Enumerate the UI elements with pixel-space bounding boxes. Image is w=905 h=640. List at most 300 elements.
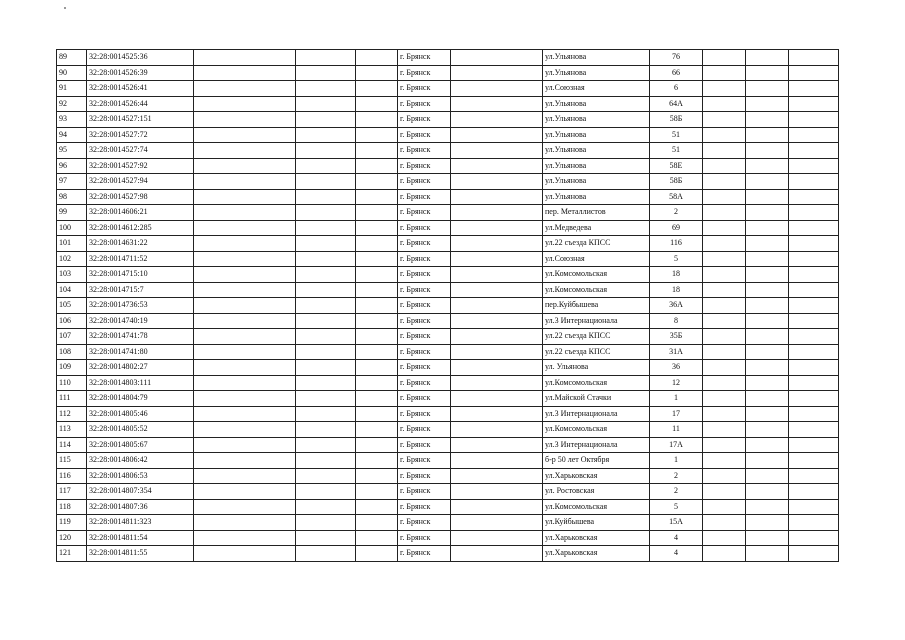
city-cell: г. Брянск <box>398 65 451 81</box>
table-row <box>57 484 839 500</box>
cadastral-number: 32:28:0014527:74 <box>87 143 194 159</box>
empty-cell <box>746 530 789 546</box>
row-number: 116 <box>57 468 87 484</box>
empty-cell <box>451 499 543 515</box>
empty-cell <box>296 205 356 221</box>
empty-cell <box>356 313 398 329</box>
city-cell: г. Брянск <box>398 50 451 66</box>
table-row <box>57 437 839 453</box>
table-row <box>57 499 839 515</box>
empty-cell <box>356 422 398 438</box>
empty-cell <box>789 313 839 329</box>
empty-cell <box>194 453 296 469</box>
empty-cell <box>356 251 398 267</box>
street-cell: ул.Ульянова <box>543 189 650 205</box>
table-row <box>57 205 839 221</box>
empty-cell <box>789 344 839 360</box>
empty-cell <box>296 313 356 329</box>
empty-cell <box>451 437 543 453</box>
empty-cell <box>451 174 543 190</box>
empty-cell <box>703 298 746 314</box>
house-number: 64А <box>650 96 703 112</box>
street-cell: ул.Комсомольская <box>543 499 650 515</box>
table-row <box>57 329 839 345</box>
empty-cell <box>789 189 839 205</box>
empty-cell <box>789 236 839 252</box>
table-row <box>57 282 839 298</box>
street-cell: ул.Ульянова <box>543 112 650 128</box>
empty-cell <box>703 453 746 469</box>
table-body <box>57 50 839 562</box>
empty-cell <box>451 313 543 329</box>
empty-cell <box>356 375 398 391</box>
row-number: 107 <box>57 329 87 345</box>
cadastral-number: 32:28:0014803:111 <box>87 375 194 391</box>
empty-cell <box>451 515 543 531</box>
row-number: 100 <box>57 220 87 236</box>
city-cell: г. Брянск <box>398 189 451 205</box>
empty-cell <box>194 406 296 422</box>
empty-cell <box>296 50 356 66</box>
empty-cell <box>296 437 356 453</box>
empty-cell <box>356 112 398 128</box>
street-cell: ул.22 съезда КПСС <box>543 236 650 252</box>
house-number: 11 <box>650 422 703 438</box>
empty-cell <box>356 453 398 469</box>
cadastral-number: 32:28:0014527:94 <box>87 174 194 190</box>
house-number: 35Б <box>650 329 703 345</box>
empty-cell <box>451 50 543 66</box>
empty-cell <box>789 65 839 81</box>
cadastral-number: 32:28:0014631:22 <box>87 236 194 252</box>
empty-cell <box>356 282 398 298</box>
empty-cell <box>194 298 296 314</box>
empty-cell <box>746 251 789 267</box>
empty-cell <box>194 174 296 190</box>
empty-cell <box>356 220 398 236</box>
empty-cell <box>194 375 296 391</box>
city-cell: г. Брянск <box>398 127 451 143</box>
empty-cell <box>296 375 356 391</box>
house-number: 58Б <box>650 112 703 128</box>
street-cell: ул.Ульянова <box>543 143 650 159</box>
empty-cell <box>703 515 746 531</box>
empty-cell <box>451 127 543 143</box>
empty-cell <box>356 50 398 66</box>
street-cell: ул.Харьковская <box>543 468 650 484</box>
table-row <box>57 406 839 422</box>
empty-cell <box>789 530 839 546</box>
empty-cell <box>746 344 789 360</box>
empty-cell <box>746 468 789 484</box>
city-cell: г. Брянск <box>398 112 451 128</box>
row-number: 109 <box>57 360 87 376</box>
empty-cell <box>451 406 543 422</box>
empty-cell <box>451 468 543 484</box>
row-number: 118 <box>57 499 87 515</box>
empty-cell <box>746 205 789 221</box>
empty-cell <box>451 422 543 438</box>
city-cell: г. Брянск <box>398 515 451 531</box>
cadastral-number: 32:28:0014806:42 <box>87 453 194 469</box>
cadastral-number: 32:28:0014711:52 <box>87 251 194 267</box>
empty-cell <box>296 499 356 515</box>
house-number: 4 <box>650 530 703 546</box>
table-row <box>57 391 839 407</box>
empty-cell <box>789 282 839 298</box>
empty-cell <box>296 127 356 143</box>
empty-cell <box>703 484 746 500</box>
empty-cell <box>746 112 789 128</box>
empty-cell <box>296 65 356 81</box>
cadastral-number: 32:28:0014806:53 <box>87 468 194 484</box>
empty-cell <box>194 158 296 174</box>
cadastral-number: 32:28:0014741:80 <box>87 344 194 360</box>
empty-cell <box>451 391 543 407</box>
street-cell: ул.Комсомольская <box>543 422 650 438</box>
row-number: 104 <box>57 282 87 298</box>
row-number: 112 <box>57 406 87 422</box>
empty-cell <box>296 220 356 236</box>
street-cell: ул.Ульянова <box>543 50 650 66</box>
empty-cell <box>296 96 356 112</box>
property-table <box>56 49 839 562</box>
empty-cell <box>356 546 398 562</box>
cadastral-number: 32:28:0014606:21 <box>87 205 194 221</box>
empty-cell <box>789 81 839 97</box>
empty-cell <box>746 189 789 205</box>
empty-cell <box>296 143 356 159</box>
empty-cell <box>356 329 398 345</box>
row-number: 95 <box>57 143 87 159</box>
empty-cell <box>451 205 543 221</box>
house-number: 58Б <box>650 174 703 190</box>
city-cell: г. Брянск <box>398 530 451 546</box>
city-cell: г. Брянск <box>398 220 451 236</box>
house-number: 18 <box>650 267 703 283</box>
empty-cell <box>194 81 296 97</box>
row-number: 101 <box>57 236 87 252</box>
house-number: 51 <box>650 143 703 159</box>
empty-cell <box>703 282 746 298</box>
city-cell: г. Брянск <box>398 205 451 221</box>
cadastral-number: 32:28:0014736:53 <box>87 298 194 314</box>
empty-cell <box>789 96 839 112</box>
city-cell: г. Брянск <box>398 236 451 252</box>
empty-cell <box>194 143 296 159</box>
empty-cell <box>451 189 543 205</box>
street-cell: ул.Ульянова <box>543 65 650 81</box>
row-number: 102 <box>57 251 87 267</box>
empty-cell <box>356 360 398 376</box>
empty-cell <box>296 189 356 205</box>
row-number: 99 <box>57 205 87 221</box>
empty-cell <box>789 437 839 453</box>
city-cell: г. Брянск <box>398 267 451 283</box>
empty-cell <box>296 344 356 360</box>
table-row <box>57 143 839 159</box>
empty-cell <box>746 422 789 438</box>
empty-cell <box>451 375 543 391</box>
house-number: 36А <box>650 298 703 314</box>
empty-cell <box>356 344 398 360</box>
empty-cell <box>789 174 839 190</box>
empty-cell <box>296 360 356 376</box>
empty-cell <box>703 65 746 81</box>
empty-cell <box>194 422 296 438</box>
cadastral-number: 32:28:0014715:10 <box>87 267 194 283</box>
empty-cell <box>746 437 789 453</box>
empty-cell <box>194 65 296 81</box>
empty-cell <box>746 360 789 376</box>
empty-cell <box>789 499 839 515</box>
empty-cell <box>451 329 543 345</box>
empty-cell <box>789 453 839 469</box>
empty-cell <box>356 406 398 422</box>
table-row <box>57 96 839 112</box>
cadastral-number: 32:28:0014526:44 <box>87 96 194 112</box>
cadastral-number: 32:28:0014805:52 <box>87 422 194 438</box>
table-row <box>57 220 839 236</box>
city-cell: г. Брянск <box>398 546 451 562</box>
table-row <box>57 81 839 97</box>
row-number: 105 <box>57 298 87 314</box>
empty-cell <box>703 422 746 438</box>
empty-cell <box>296 530 356 546</box>
empty-cell <box>296 158 356 174</box>
empty-cell <box>296 236 356 252</box>
empty-cell <box>451 65 543 81</box>
city-cell: г. Брянск <box>398 453 451 469</box>
empty-cell <box>703 391 746 407</box>
city-cell: г. Брянск <box>398 251 451 267</box>
empty-cell <box>746 96 789 112</box>
empty-cell <box>194 329 296 345</box>
empty-cell <box>194 360 296 376</box>
empty-cell <box>703 127 746 143</box>
cadastral-number: 32:28:0014612:285 <box>87 220 194 236</box>
empty-cell <box>789 484 839 500</box>
city-cell: г. Брянск <box>398 143 451 159</box>
empty-cell <box>356 236 398 252</box>
table-row <box>57 375 839 391</box>
empty-cell <box>296 81 356 97</box>
table-row <box>57 453 839 469</box>
empty-cell <box>703 236 746 252</box>
empty-cell <box>356 81 398 97</box>
table-row <box>57 236 839 252</box>
house-number: 51 <box>650 127 703 143</box>
row-number: 121 <box>57 546 87 562</box>
empty-cell <box>789 422 839 438</box>
empty-cell <box>746 282 789 298</box>
row-number: 93 <box>57 112 87 128</box>
table-row <box>57 422 839 438</box>
house-number: 5 <box>650 499 703 515</box>
table-row <box>57 468 839 484</box>
empty-cell <box>746 267 789 283</box>
empty-cell <box>703 530 746 546</box>
house-number: 4 <box>650 546 703 562</box>
empty-cell <box>789 391 839 407</box>
empty-cell <box>451 143 543 159</box>
empty-cell <box>451 112 543 128</box>
empty-cell <box>194 499 296 515</box>
street-cell: ул.Ульянова <box>543 96 650 112</box>
empty-cell <box>451 96 543 112</box>
city-cell: г. Брянск <box>398 329 451 345</box>
empty-cell <box>746 484 789 500</box>
empty-cell <box>703 267 746 283</box>
empty-cell <box>703 158 746 174</box>
empty-cell <box>356 484 398 500</box>
empty-cell <box>703 406 746 422</box>
city-cell: г. Брянск <box>398 468 451 484</box>
house-number: 17 <box>650 406 703 422</box>
table-row <box>57 158 839 174</box>
table-row <box>57 112 839 128</box>
city-cell: г. Брянск <box>398 81 451 97</box>
empty-cell <box>356 298 398 314</box>
row-number: 117 <box>57 484 87 500</box>
empty-cell <box>746 453 789 469</box>
empty-cell <box>789 406 839 422</box>
house-number: 76 <box>650 50 703 66</box>
house-number: 36 <box>650 360 703 376</box>
city-cell: г. Брянск <box>398 313 451 329</box>
empty-cell <box>194 282 296 298</box>
cadastral-number: 32:28:0014811:54 <box>87 530 194 546</box>
cadastral-number: 32:28:0014802:27 <box>87 360 194 376</box>
row-number: 119 <box>57 515 87 531</box>
city-cell: г. Брянск <box>398 344 451 360</box>
house-number: 8 <box>650 313 703 329</box>
empty-cell <box>703 329 746 345</box>
row-number: 90 <box>57 65 87 81</box>
empty-cell <box>296 468 356 484</box>
empty-cell <box>451 298 543 314</box>
empty-cell <box>356 515 398 531</box>
empty-cell <box>451 282 543 298</box>
row-number: 110 <box>57 375 87 391</box>
empty-cell <box>194 50 296 66</box>
empty-cell <box>356 437 398 453</box>
empty-cell <box>789 360 839 376</box>
row-number: 115 <box>57 453 87 469</box>
row-number: 98 <box>57 189 87 205</box>
empty-cell <box>194 236 296 252</box>
empty-cell <box>194 313 296 329</box>
row-number: 113 <box>57 422 87 438</box>
house-number: 15А <box>650 515 703 531</box>
city-cell: г. Брянск <box>398 437 451 453</box>
empty-cell <box>296 422 356 438</box>
empty-cell <box>194 189 296 205</box>
scan-speck <box>64 7 66 9</box>
empty-cell <box>356 127 398 143</box>
empty-cell <box>746 329 789 345</box>
empty-cell <box>194 391 296 407</box>
empty-cell <box>746 298 789 314</box>
empty-cell <box>789 112 839 128</box>
street-cell: ул.Майской Стачки <box>543 391 650 407</box>
row-number: 108 <box>57 344 87 360</box>
table-row <box>57 267 839 283</box>
empty-cell <box>746 499 789 515</box>
row-number: 91 <box>57 81 87 97</box>
empty-cell <box>746 375 789 391</box>
empty-cell <box>703 174 746 190</box>
table-row <box>57 530 839 546</box>
empty-cell <box>703 143 746 159</box>
cadastral-number: 32:28:0014807:354 <box>87 484 194 500</box>
street-cell: ул.Медведева <box>543 220 650 236</box>
empty-cell <box>703 251 746 267</box>
empty-cell <box>746 220 789 236</box>
empty-cell <box>703 344 746 360</box>
house-number: 12 <box>650 375 703 391</box>
house-number: 6 <box>650 81 703 97</box>
empty-cell <box>703 313 746 329</box>
city-cell: г. Брянск <box>398 406 451 422</box>
city-cell: г. Брянск <box>398 158 451 174</box>
empty-cell <box>703 81 746 97</box>
house-number: 2 <box>650 468 703 484</box>
cadastral-number: 32:28:0014527:151 <box>87 112 194 128</box>
empty-cell <box>789 375 839 391</box>
empty-cell <box>194 546 296 562</box>
empty-cell <box>746 50 789 66</box>
house-number: 2 <box>650 484 703 500</box>
house-number: 31А <box>650 344 703 360</box>
table-row <box>57 344 839 360</box>
empty-cell <box>356 65 398 81</box>
city-cell: г. Брянск <box>398 391 451 407</box>
table-row <box>57 515 839 531</box>
empty-cell <box>296 298 356 314</box>
street-cell: ул.Союзная <box>543 251 650 267</box>
street-cell: ул.22 съезда КПСС <box>543 344 650 360</box>
row-number: 94 <box>57 127 87 143</box>
house-number: 66 <box>650 65 703 81</box>
street-cell: ул.Комсомольская <box>543 282 650 298</box>
empty-cell <box>451 360 543 376</box>
empty-cell <box>789 251 839 267</box>
empty-cell <box>703 112 746 128</box>
empty-cell <box>296 112 356 128</box>
cadastral-number: 32:28:0014804:79 <box>87 391 194 407</box>
empty-cell <box>451 158 543 174</box>
cadastral-number: 32:28:0014715:7 <box>87 282 194 298</box>
empty-cell <box>451 546 543 562</box>
empty-cell <box>703 499 746 515</box>
empty-cell <box>356 267 398 283</box>
row-number: 89 <box>57 50 87 66</box>
table-row <box>57 50 839 66</box>
city-cell: г. Брянск <box>398 375 451 391</box>
table-row <box>57 65 839 81</box>
street-cell: ул.22 съезда КПСС <box>543 329 650 345</box>
empty-cell <box>703 50 746 66</box>
row-number: 92 <box>57 96 87 112</box>
empty-cell <box>703 96 746 112</box>
empty-cell <box>746 143 789 159</box>
empty-cell <box>746 81 789 97</box>
empty-cell <box>703 220 746 236</box>
house-number: 58Е <box>650 158 703 174</box>
empty-cell <box>296 329 356 345</box>
table-row <box>57 251 839 267</box>
